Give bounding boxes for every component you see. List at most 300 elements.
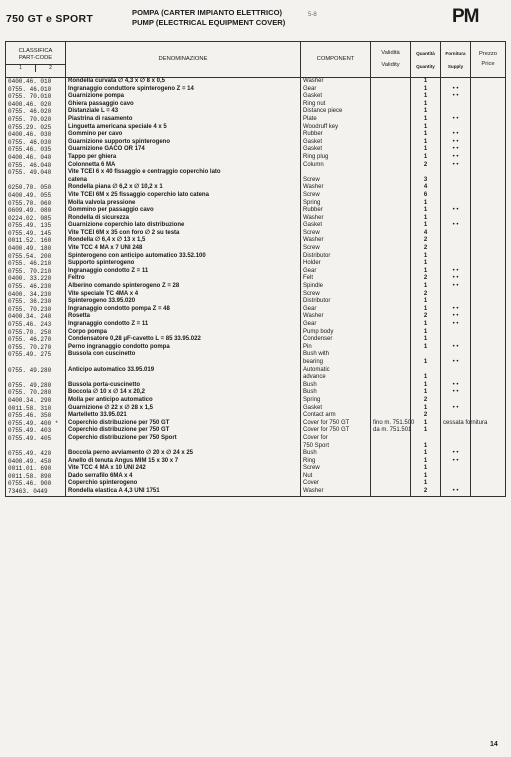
validity-cell <box>371 93 411 101</box>
header-validity <box>371 42 411 78</box>
validity-cell <box>371 207 411 215</box>
description-cell: Guarnizione pompa <box>66 93 301 101</box>
price-cell <box>471 336 506 344</box>
description-cell: Spinterogeno con anticipo automatico 33.52.100 <box>66 253 301 261</box>
table-row <box>6 450 506 458</box>
description-cell: Anticipo automatico 33.95.019 <box>66 367 301 375</box>
quantity-cell: 1 <box>411 93 441 101</box>
table-row <box>6 192 506 200</box>
header-sub-2: 2 <box>35 65 65 72</box>
supply-cell: • • <box>441 86 471 94</box>
table-row <box>6 480 506 488</box>
part-code-cell: 0400.49. 180 <box>6 245 66 253</box>
price-cell <box>471 397 506 405</box>
component-cell: Screw <box>301 192 371 200</box>
component-cell: Spindle <box>301 283 371 291</box>
validity-cell <box>371 313 411 321</box>
table-row <box>6 458 506 466</box>
validity-cell <box>371 169 411 177</box>
supply-cell <box>441 108 471 116</box>
part-code-cell <box>6 177 66 185</box>
part-code-cell: 0755.46. 350 <box>6 412 66 420</box>
supply-cell <box>441 192 471 200</box>
part-code-cell: 0400.46. 040 <box>6 154 66 162</box>
supply-cell <box>441 291 471 299</box>
description-cell: Ingranaggio conduttore spinterogeno Z = 14 <box>66 86 301 94</box>
validity-cell <box>371 480 411 488</box>
supply-cell <box>441 177 471 185</box>
part-code-cell: 0755.54. 200 <box>6 253 66 261</box>
part-code-cell: 0755. 70.020 <box>6 116 66 124</box>
header-validity-en: Validity <box>381 62 400 68</box>
quantity-cell: 1 <box>411 101 441 109</box>
component-cell <box>301 169 371 177</box>
description-cell: Alberino comando spinterogeno Z = 28 <box>66 283 301 291</box>
description-cell: Anello di tenuta Angus MIM 15 x 30 x 7 <box>66 458 301 466</box>
model-heading: 750 GT e SPORT <box>6 13 94 25</box>
description-cell: Rondella piana ∅ 6,2 x ∅ 10,2 x 1 <box>66 184 301 192</box>
part-code-cell: 0400.34. 290 <box>6 397 66 405</box>
part-code-cell: 0755.46. 900 <box>6 480 66 488</box>
table-row <box>6 101 506 109</box>
table-row <box>6 215 506 223</box>
description-cell: Guarnizione GACO OR 174 <box>66 146 301 154</box>
component-cell: Gasket <box>301 93 371 101</box>
header-tag: 5-8 <box>308 12 317 18</box>
table-row <box>6 351 506 359</box>
validity-cell <box>371 458 411 466</box>
price-cell <box>471 124 506 132</box>
validity-cell <box>371 139 411 147</box>
quantity-cell: 1 <box>411 215 441 223</box>
description-cell: Vite TCEI 6 x 40 fissaggio e centraggio coperchio lato <box>66 169 301 177</box>
supply-cell: • • <box>441 131 471 139</box>
supply-cell <box>441 397 471 405</box>
supply-cell: • • <box>441 283 471 291</box>
part-code-cell: 0755. 46.030 <box>6 139 66 147</box>
price-cell <box>471 215 506 223</box>
supply-cell: cessata fornitura <box>441 420 471 428</box>
part-code-cell: 0755. 46.230 <box>6 283 66 291</box>
validity-cell <box>371 108 411 116</box>
part-code-cell: 0400.49. 055 <box>6 192 66 200</box>
quantity-cell: 1 <box>411 200 441 208</box>
supply-cell: • • <box>441 162 471 170</box>
quantity-cell: 1 <box>411 321 441 329</box>
quantity-cell: 1 <box>411 427 441 435</box>
part-code-cell: 0755.70. 250 <box>6 329 66 337</box>
part-code-cell: 0400.46. 020 <box>6 101 66 109</box>
part-code-cell: 0755.46. 243 <box>6 321 66 329</box>
quantity-cell: 1 <box>411 268 441 276</box>
validity-cell <box>371 450 411 458</box>
supply-cell <box>441 465 471 473</box>
description-cell: Rondella curvata ∅ 4,3 x ∅ 8 x 0,5 <box>66 78 301 86</box>
supply-cell <box>441 184 471 192</box>
table-row <box>6 116 506 124</box>
quantity-cell: 1 <box>411 336 441 344</box>
header-sub-1: 1 <box>19 64 22 71</box>
price-cell <box>471 116 506 124</box>
supply-cell <box>441 124 471 132</box>
description-cell: Gommino per passaggio cavo <box>66 207 301 215</box>
price-cell <box>471 222 506 230</box>
part-code-cell: 0755. 49.280 <box>6 382 66 390</box>
supply-cell: • • <box>441 275 471 283</box>
part-code-cell: 0755.49. 405 <box>6 435 66 443</box>
component-cell: Nut <box>301 473 371 481</box>
header-fornitura: Fornitura <box>445 50 466 56</box>
description-cell: Coperchio spinterogeno <box>66 480 301 488</box>
quantity-cell: 1 <box>411 78 441 86</box>
component-cell: Cover for <box>301 435 371 443</box>
header-part-code: PART-CODE <box>18 54 53 61</box>
part-code-cell: 0011.58. 890 <box>6 473 66 481</box>
quantity-cell: 1 <box>411 405 441 413</box>
description-cell: Vite speciale TC 4MA x 4 <box>66 291 301 299</box>
description-cell: Molla valvola pressione <box>66 200 301 208</box>
quantity-cell: 1 <box>411 207 441 215</box>
description-cell: Colonnetta 6 MA <box>66 162 301 170</box>
description-cell <box>66 443 301 451</box>
supply-cell: • • <box>441 450 471 458</box>
description-cell: Vite TCC 4 MA x 10 UNI 242 <box>66 465 301 473</box>
price-cell <box>471 146 506 154</box>
part-code-cell: 0400.34. 240 <box>6 313 66 321</box>
price-cell <box>471 237 506 245</box>
component-cell: Felt <box>301 275 371 283</box>
price-cell <box>471 253 506 261</box>
part-code-cell: 73463. 0449 <box>6 488 66 496</box>
quantity-cell: 2 <box>411 162 441 170</box>
parts-table <box>5 41 506 497</box>
validity-cell <box>371 344 411 352</box>
table-row <box>6 200 506 208</box>
header-classifica <box>6 42 66 78</box>
quantity-cell: 1 <box>411 108 441 116</box>
part-code-cell: 0755.46. 035 <box>6 146 66 154</box>
component-cell: Spring <box>301 200 371 208</box>
component-cell: Rubber <box>301 207 371 215</box>
supply-cell <box>441 329 471 337</box>
quantity-cell <box>411 351 441 359</box>
quantity-cell <box>411 169 441 177</box>
quantity-cell: 2 <box>411 412 441 420</box>
validity-cell <box>371 230 411 238</box>
supply-cell <box>441 101 471 109</box>
table-row <box>6 275 506 283</box>
section-title <box>132 8 285 28</box>
supply-cell: • • <box>441 139 471 147</box>
supply-cell <box>441 351 471 359</box>
table-row <box>6 329 506 337</box>
component-cell: Ring <box>301 458 371 466</box>
validity-cell <box>371 435 411 443</box>
part-code-cell: 0755.49. 403 <box>6 427 66 435</box>
description-cell: Ingranaggio condotto Z = 11 <box>66 321 301 329</box>
price-cell <box>471 260 506 268</box>
part-code-cell: 0755.49. 275 <box>6 351 66 359</box>
validity-cell <box>371 154 411 162</box>
table-row <box>6 253 506 261</box>
table-row <box>6 291 506 299</box>
price-cell <box>471 162 506 170</box>
price-cell <box>471 473 506 481</box>
component-cell: Distance piece <box>301 108 371 116</box>
price-cell <box>471 321 506 329</box>
table-row <box>6 124 506 132</box>
table-row <box>6 237 506 245</box>
price-cell <box>471 427 506 435</box>
component-cell: Washer <box>301 488 371 496</box>
header-quantity <box>411 42 441 78</box>
component-cell: Screw <box>301 245 371 253</box>
description-cell: Rosetta <box>66 313 301 321</box>
description-cell: Boccola ∅ 10 x ∅ 14 x 20,2 <box>66 389 301 397</box>
price-cell <box>471 192 506 200</box>
price-cell <box>471 230 506 238</box>
price-cell <box>471 306 506 314</box>
component-cell: Holder <box>301 260 371 268</box>
description-cell: Ingranaggio condotto Z = 11 <box>66 268 301 276</box>
quantity-cell: 2 <box>411 313 441 321</box>
component-cell: bearing <box>301 359 371 367</box>
table-row <box>6 397 506 405</box>
component-cell: Cover <box>301 480 371 488</box>
supply-cell <box>441 253 471 261</box>
price-cell <box>471 169 506 177</box>
supply-cell <box>441 443 471 451</box>
description-cell: Rondella di sicurezza <box>66 215 301 223</box>
quantity-cell: 1 <box>411 116 441 124</box>
supply-cell: • • <box>441 359 471 367</box>
part-code-cell: 0755. 70.210 <box>6 268 66 276</box>
supply-cell <box>441 237 471 245</box>
component-cell: Cover for 750 GT <box>301 427 371 435</box>
part-code-cell: 0011.52. 160 <box>6 237 66 245</box>
supply-cell: • • <box>441 207 471 215</box>
part-code-cell: 0755. 70.230 <box>6 306 66 314</box>
header-denominazione: DENOMINAZIONE <box>66 42 301 78</box>
price-cell <box>471 412 506 420</box>
table-row <box>6 389 506 397</box>
quantity-cell: 1 <box>411 306 441 314</box>
description-cell: Coperchio distribuzione per 750 GT <box>66 427 301 435</box>
table-row <box>6 162 506 170</box>
header-supply <box>441 42 471 78</box>
table-row <box>6 78 506 86</box>
component-cell: advance <box>301 374 371 382</box>
section-code: PM <box>452 6 479 27</box>
table-row <box>6 169 506 177</box>
table-row <box>6 321 506 329</box>
table-row <box>6 298 506 306</box>
validity-cell <box>371 253 411 261</box>
description-cell: Condensatore 0,28 μF-cavetto L = 85 33.95.022 <box>66 336 301 344</box>
validity-cell <box>371 298 411 306</box>
table-row <box>6 146 506 154</box>
header-subcolumns <box>6 64 65 72</box>
table-row <box>6 108 506 116</box>
validity-cell <box>371 192 411 200</box>
quantity-cell: 1 <box>411 389 441 397</box>
supply-cell <box>441 473 471 481</box>
title-english: PUMP (ELECTRICAL EQUIPMENT COVER) <box>132 18 286 27</box>
validity-cell <box>371 443 411 451</box>
description-cell: Ghiera passaggio cavo <box>66 101 301 109</box>
supply-cell <box>441 412 471 420</box>
part-code-cell: 0755.49. 420 <box>6 450 66 458</box>
validity-cell <box>371 488 411 496</box>
part-code-cell: 0755.49. 135 <box>6 222 66 230</box>
description-cell: Perno ingranaggio condotto pompa <box>66 344 301 352</box>
table-row <box>6 344 506 352</box>
price-cell <box>471 458 506 466</box>
supply-cell <box>441 78 471 86</box>
quantity-cell: 1 <box>411 382 441 390</box>
supply-cell: • • <box>441 389 471 397</box>
component-cell: Ring plug <box>301 154 371 162</box>
supply-cell: • • <box>441 154 471 162</box>
supply-cell: • • <box>441 405 471 413</box>
table-row <box>6 268 506 276</box>
part-code-cell <box>6 359 66 367</box>
validity-cell <box>371 222 411 230</box>
quantity-cell: 1 <box>411 344 441 352</box>
supply-cell <box>441 215 471 223</box>
quantity-cell: 3 <box>411 177 441 185</box>
price-cell <box>471 435 506 443</box>
component-cell: Screw <box>301 291 371 299</box>
component-cell: Condenser <box>301 336 371 344</box>
supply-cell <box>441 367 471 375</box>
header-classifica-it: CLASSIFICA <box>18 47 53 54</box>
price-cell <box>471 131 506 139</box>
table-row <box>6 420 506 428</box>
validity-cell <box>371 78 411 86</box>
part-code-cell: 0755. 36.230 <box>6 298 66 306</box>
quantity-cell: 1 <box>411 222 441 230</box>
price-cell <box>471 245 506 253</box>
component-cell: Pin <box>301 344 371 352</box>
price-cell <box>471 443 506 451</box>
table-row <box>6 465 506 473</box>
price-cell <box>471 465 506 473</box>
price-cell <box>471 78 506 86</box>
part-code-cell: 0400. 33.220 <box>6 275 66 283</box>
header-prezzo: Prezzo <box>478 51 498 57</box>
price-cell <box>471 283 506 291</box>
part-code-cell: 0755. 46.020 <box>6 108 66 116</box>
description-cell <box>66 359 301 367</box>
table-row <box>6 427 506 435</box>
part-code-cell: 0250.70. 050 <box>6 184 66 192</box>
supply-cell: • • <box>441 458 471 466</box>
quantity-cell <box>411 435 441 443</box>
part-code-cell <box>6 374 66 382</box>
description-cell: Rondella ∅ 6,4 x ∅ 13 x 1,5 <box>66 237 301 245</box>
description-cell: Martelletto 33.95.021 <box>66 412 301 420</box>
header-quantita: Quantità <box>416 50 435 56</box>
supply-cell <box>441 200 471 208</box>
table-row <box>6 222 506 230</box>
price-cell <box>471 291 506 299</box>
price-cell <box>471 359 506 367</box>
quantity-cell: 1 <box>411 374 441 382</box>
table-row <box>6 184 506 192</box>
part-code-cell: 0400.46. 010 <box>6 78 66 86</box>
quantity-cell: 1 <box>411 329 441 337</box>
description-cell: Guarnizione ∅ 22 x ∅ 28 x 1,5 <box>66 405 301 413</box>
price-cell <box>471 93 506 101</box>
validity-cell <box>371 367 411 375</box>
quantity-cell: 4 <box>411 184 441 192</box>
supply-cell: • • <box>441 313 471 321</box>
table-row <box>6 207 506 215</box>
header-quantity-en: Quantity <box>416 63 435 69</box>
component-cell: Gasket <box>301 222 371 230</box>
component-cell: Rubber <box>301 131 371 139</box>
component-cell: Washer <box>301 237 371 245</box>
supply-cell: • • <box>441 268 471 276</box>
component-cell: Screw <box>301 230 371 238</box>
price-cell <box>471 367 506 375</box>
price-cell <box>471 268 506 276</box>
description-cell: Bussola con cuscinetto <box>66 351 301 359</box>
part-code-cell: 0400.46. 030 <box>6 131 66 139</box>
validity-cell <box>371 389 411 397</box>
price-cell <box>471 207 506 215</box>
quantity-cell: 2 <box>411 237 441 245</box>
table-row <box>6 131 506 139</box>
validity-cell <box>371 260 411 268</box>
quantity-cell: 1 <box>411 359 441 367</box>
supply-cell: • • <box>441 116 471 124</box>
quantity-cell: 1 <box>411 298 441 306</box>
table-row <box>6 435 506 443</box>
component-cell: Distributor <box>301 298 371 306</box>
table-row <box>6 139 506 147</box>
validity-cell <box>371 131 411 139</box>
supply-cell <box>441 480 471 488</box>
price-cell <box>471 177 506 185</box>
supply-cell <box>441 230 471 238</box>
price-cell <box>471 101 506 109</box>
validity-cell <box>371 275 411 283</box>
description-cell: Bussola porta-cuscinetto <box>66 382 301 390</box>
validity-cell <box>371 237 411 245</box>
validity-cell <box>371 215 411 223</box>
table-row <box>6 336 506 344</box>
part-code-cell <box>6 443 66 451</box>
price-cell <box>471 450 506 458</box>
component-cell: Screw <box>301 465 371 473</box>
supply-cell <box>441 435 471 443</box>
description-cell: Molla per anticipo automatico <box>66 397 301 405</box>
price-cell <box>471 86 506 94</box>
validity-cell: da m. 751.501 <box>371 427 411 435</box>
description-cell: Vite TCC 4 MA x 7 UNI 248 <box>66 245 301 253</box>
price-cell <box>471 154 506 162</box>
supply-cell: • • <box>441 306 471 314</box>
price-cell <box>471 351 506 359</box>
component-cell: Gear <box>301 86 371 94</box>
supply-cell: • • <box>441 222 471 230</box>
component-cell: Spring <box>301 397 371 405</box>
supply-cell: • • <box>441 344 471 352</box>
table-row <box>6 367 506 375</box>
quantity-cell: 2 <box>411 275 441 283</box>
